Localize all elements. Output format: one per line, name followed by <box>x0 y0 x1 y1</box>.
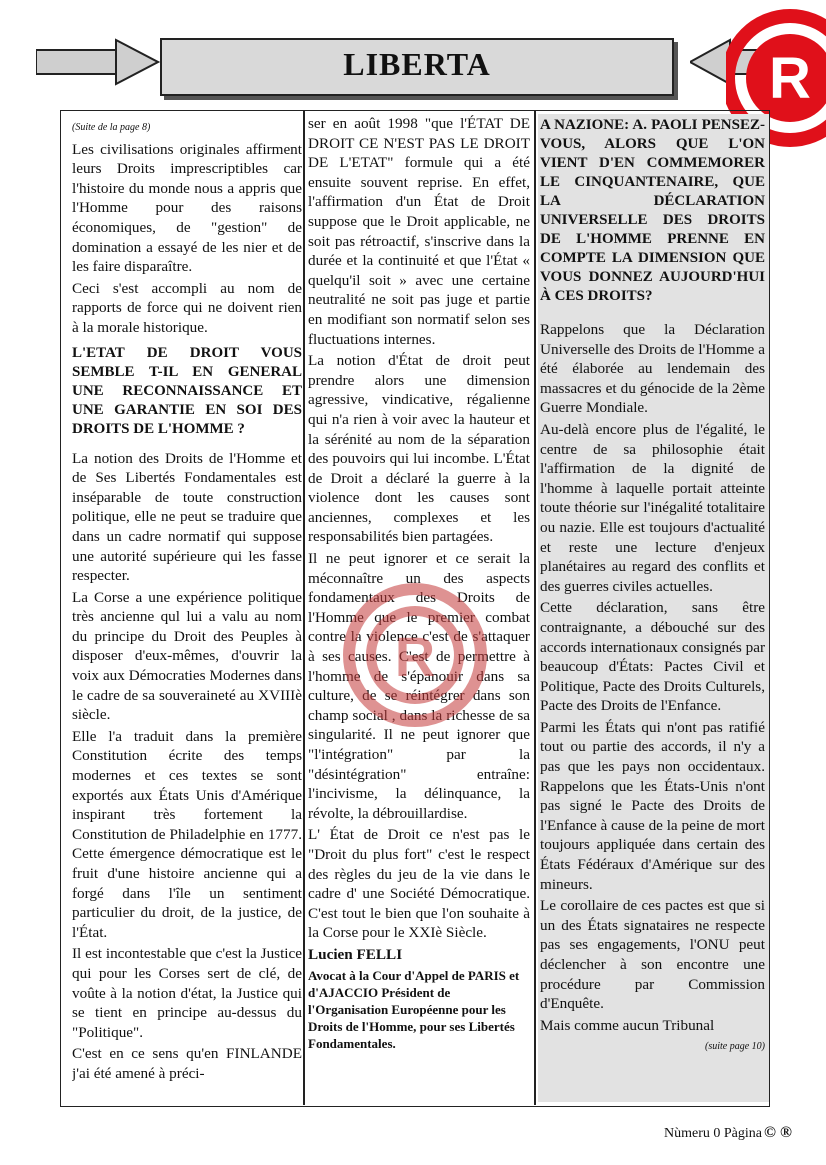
paragraph: Le corollaire de ces pactes est que si un des États signataires ne respecte pas ses engagements, l'ONU peut déclencher à son encontre une procédure par Commission d'Enquête. <box>540 897 765 1013</box>
paragraph: Ceci s'est accompli au nom de rapports de force qui ne doivent rien à la morale historique. <box>72 279 302 336</box>
paragraph: La notion des Droits de l'Homme et de Ses Libertés Fondamentales est inséparable de toute construction politique, elle ne peut se traduire que dans un cadre normatif qui suppose une autorité supérieure qui les fasse respecter. <box>72 449 302 585</box>
column-divider <box>534 110 536 1105</box>
paragraph: Mais comme aucun Tribunal <box>540 1016 715 1034</box>
paragraph: La Corse a une expérience politique très ancienne qul lui a valu au nom du principe du Droit des Peuples à disposer d'eux-mêmes, d'ouvrir la voix aux Démocraties Modernes dans le cadre de sa souveraineté au XVIIIè siècle. <box>72 588 302 724</box>
paragraph: Rappelons que la Déclaration Universelle des Droits de l'Homme a été élaborée au lendemain des massacres et du génocide de la 2ème Guerre Mondiale. <box>540 321 765 417</box>
copyright-registered-mark: © ® <box>763 1124 792 1141</box>
paragraph: Il ne peut ignorer et ce serait la méconnaître un des aspects fondamentaux des Droits de l'Homme que le premier combat contre la violence c'est de s'attaquer à ses causes. C'est de permettre à l'homme de s'épanouir dans sa culture, de se réintégrer dans son champ social , dans la richesse de sa singularité. Il ne peut ignorer que "l'intégration" par la "désintégration" entraîne: l'incivisme, la délinquance, la révolte, la débrouillardise. <box>308 550 530 822</box>
interview-question: A NAZIONE: A. PAOLI PENSEZ-VOUS, ALORS QUE L'ON VIENT D'EN COMMEMORER LE CINQUANTENAIRE, QUE LA DÉCLARATION UNIVERSELLE DES DROITS DE L'HOMME PRENNE EN COMPTE LA DIMENSION QUE VOUS DONNEZ AUJOURD'HUI À CES DROITS? <box>540 117 765 304</box>
page-footer <box>664 1124 792 1142</box>
paragraph: Elle l'a traduit dans la première Constitution écrite des temps modernes et ces textes se sont exportés aux États Unis d'Amérique inspirant très fortement la Constitution de Philadelphie en 1777. Cette émergence démocratique est le fruit d'une histoire ancienne qui a forgé dans l'île un sentiment particulier du droit, de la justice, de l'État. <box>72 727 302 941</box>
arrow-left-icon <box>36 38 160 86</box>
page-number-label: Nùmeru 0 Pàgina <box>664 1126 762 1141</box>
paragraph: L' État de Droit ce n'est pas le "Droit du plus fort" c'est le respect des règles du jeu de la vie dans le cadre d' une Société Démocratique. C'est tout le bien que l'on souhaite à la Corse pour le XXIè Siècle. <box>308 826 530 942</box>
header-banner <box>160 38 674 96</box>
svg-text:R: R <box>769 46 811 111</box>
page-title: LIBERTA <box>343 46 491 82</box>
paragraph: Parmi les États qui n'ont pas ratifié tout ou partie des accords, il n'y a pas que les pays non occidentaux. Rappelons que les États-Unis n'ont pas signé le Pacte des Droits de l'Enfance à cause de la peine de mort toujours appliquée dans certain des États Fédéraux d'Amérique sur des mineurs. <box>540 718 765 893</box>
author-credentials: Avocat à la Cour d'Appel de PARIS et d'AJACCIO Président de l'Organisation Européenne pour les Droits de l'Homme, pour ses Libertés Fondamentales. <box>308 967 520 1051</box>
paragraph: La notion d'État de droit peut prendre alors une dimension agressive, vindicative, régalienne qui n'a rien à voir avec la hauteur et la sérénité au nom de la séparation des pouvoirs qui lui incombe. L'État de Droit a déclaré la guerre à la violence dont les causes sont anciennes, complexes et les responsabilités bien partagées. <box>308 352 530 546</box>
paragraph: C'est en ce sens qu'en FINLANDE j'ai été amené à préci- <box>72 1045 302 1082</box>
column-1 <box>72 114 302 1100</box>
paragraph: Les civilisations originales affirment leurs Droits imprescriptibles car l'histoire du monde nous a appris que l'Homme pour des raisons économiques, de "gestion" de domination a essayé de les nier et de les faire disparaître. <box>72 140 302 276</box>
column-3 <box>538 114 769 1102</box>
interview-question: L'ETAT DE DROIT VOUS SEMBLE T-IL EN GENERAL UNE RECONNAISSANCE ET UNE GARANTIE EN SOI DES DROITS DE L'HOMME ? <box>72 344 302 437</box>
continued-from-note: (Suite de la page 8) <box>72 122 151 133</box>
watermark-seal-icon <box>340 580 490 730</box>
author-signature: Lucien FELLI <box>308 945 403 963</box>
column-divider <box>303 110 305 1105</box>
paragraph: Cette déclaration, sans être contraignante, a débouché sur des accords internationaux consignés par beaucoup d'États: Pactes Civil et Politique, Pacte des Droits Culturels, Pacte des Droits de l'Enfance. <box>540 599 765 715</box>
svg-text:R: R <box>394 625 436 688</box>
paragraph: Il est incontestable que c'est la Justice qui pour les Corses sert de clé, de voûte à la notion d'état, la Justice qui se tient en principe au-dessus du "Politique". <box>72 945 302 1041</box>
continued-on-note: (suite page 10) <box>705 1041 765 1053</box>
paragraph: ser en août 1998 "que l'ÉTAT DE DROIT CE N'EST PAS LE DROIT DE L'ETAT" formule qui a été ensuite souvent reprise. En effet, l'affirmation d'un État de Droit suppose que le Droit applicable, ne soit pas rétroactif, s'inscrive dans la durée et la continuité et que l'État « quelqu'il soit » avec une certaine neutralité ne soit pas juge et partie en modifiant son normatif selon ses fluctuations internes. <box>308 115 530 348</box>
paragraph: Au-delà encore plus de l'égalité, le centre de sa philosophie était l'affirmation de la dignité de l'homme à laquelle portait atteinte toute théorie sur l'inégalité totalitaire ou nazie. Elle est toujours d'actualité et reste une lecture d'enjeux planétaires au regard des conflits et des guerres civiles actuelles. <box>540 420 765 595</box>
